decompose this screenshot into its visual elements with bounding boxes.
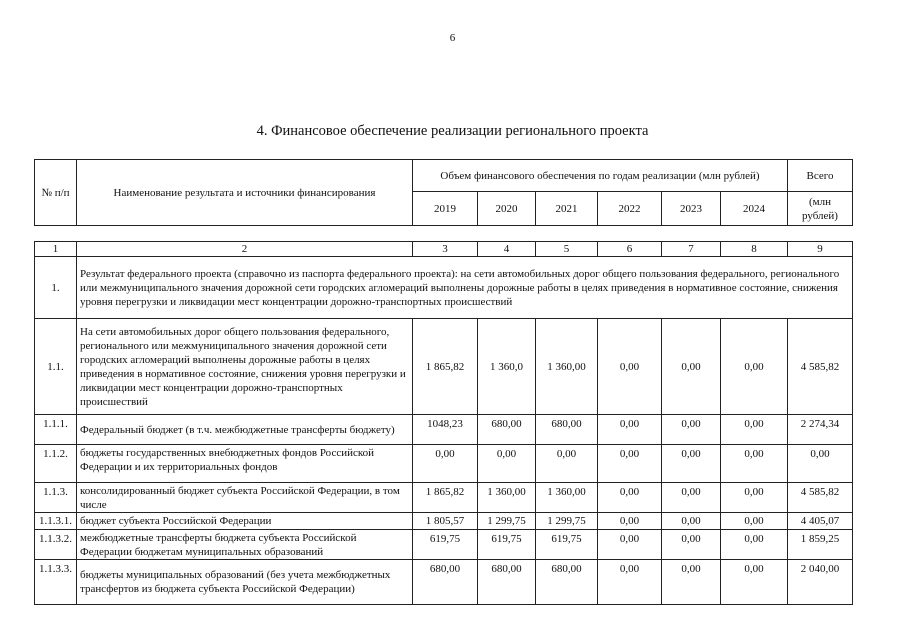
row-number: 1.1.3.1. [35, 513, 77, 530]
value-cell: 0,00 [662, 415, 721, 445]
table-header [34, 159, 853, 226]
value-cell: 1 360,00 [478, 483, 536, 513]
header-year: 2019 [413, 192, 478, 226]
value-cell: 0,00 [721, 560, 788, 605]
value-cell: 619,75 [413, 530, 478, 560]
table-row [35, 530, 853, 560]
value-cell: 619,75 [536, 530, 598, 560]
column-number: 4 [478, 242, 536, 257]
row-name: бюджеты государственных внебюджетных фондов Российской Федерации и их территориальных фондов [77, 445, 413, 483]
column-number: 1 [35, 242, 77, 257]
value-cell: 0,00 [662, 513, 721, 530]
table-row [35, 319, 853, 415]
row-number: 1.1.3.3. [35, 560, 77, 605]
header-no: № п/п [35, 160, 77, 226]
value-cell: 0,00 [478, 445, 536, 483]
value-cell: 680,00 [413, 560, 478, 605]
page-number: 6 [449, 32, 456, 44]
value-cell: 1048,23 [413, 415, 478, 445]
total-cell: 0,00 [788, 445, 853, 483]
total-cell: 4 585,82 [788, 483, 853, 513]
value-cell: 0,00 [721, 445, 788, 483]
value-cell: 0,00 [721, 319, 788, 415]
row-name: бюджет субъекта Российской Федерации [77, 513, 413, 530]
header-name: Наименование результата и источники финансирования [77, 160, 413, 226]
value-cell: 0,00 [536, 445, 598, 483]
value-cell: 0,00 [413, 445, 478, 483]
header-year: 2022 [598, 192, 662, 226]
value-cell: 0,00 [662, 319, 721, 415]
value-cell: 1 805,57 [413, 513, 478, 530]
column-number: 5 [536, 242, 598, 257]
value-cell: 0,00 [598, 530, 662, 560]
column-numbers-row [35, 242, 853, 257]
value-cell: 1 299,75 [478, 513, 536, 530]
value-cell: 0,00 [598, 415, 662, 445]
value-cell: 0,00 [721, 513, 788, 530]
value-cell: 1 865,82 [413, 319, 478, 415]
value-cell: 0,00 [721, 483, 788, 513]
total-cell: 4 585,82 [788, 319, 853, 415]
value-cell: 680,00 [478, 560, 536, 605]
total-cell: 2 040,00 [788, 560, 853, 605]
header-total-unit: (млн рублей) [788, 192, 853, 226]
finance-table [34, 241, 853, 605]
value-cell: 0,00 [598, 483, 662, 513]
row-number: 1.1.1. [35, 415, 77, 445]
row-number: 1.1.3.2. [35, 530, 77, 560]
value-cell: 619,75 [478, 530, 536, 560]
column-number: 6 [598, 242, 662, 257]
total-cell: 2 274,34 [788, 415, 853, 445]
value-cell: 1 360,0 [478, 319, 536, 415]
section-title: 4. Финансовое обеспечение реализации регионального проекта [256, 123, 649, 139]
value-cell: 1 865,82 [413, 483, 478, 513]
value-cell: 1 299,75 [536, 513, 598, 530]
total-cell: 4 405,07 [788, 513, 853, 530]
table-row [35, 445, 853, 483]
header-year: 2020 [478, 192, 536, 226]
table-row [35, 415, 853, 445]
value-cell: 1 360,00 [536, 319, 598, 415]
table-row [35, 483, 853, 513]
result-description: Результат федерального проекта (справочно из паспорта федерального проекта): на сети автомобильных дорог общего пользования федерального, регионального или межмуниципального значения дорожной сети городских агломераций выполнены дорожные работы в целях приведения в нормативное состояние, снижения уровня перегрузки и ликвидации мест концентрации дорожно-транспортных происшествий [77, 257, 853, 319]
value-cell: 680,00 [478, 415, 536, 445]
row-number: 1. [35, 257, 77, 319]
value-cell: 1 360,00 [536, 483, 598, 513]
column-number: 2 [77, 242, 413, 257]
table-row [35, 560, 853, 605]
value-cell: 0,00 [598, 319, 662, 415]
column-number: 3 [413, 242, 478, 257]
header-volume: Объем финансового обеспечения по годам реализации (млн рублей) [413, 160, 788, 192]
value-cell: 680,00 [536, 560, 598, 605]
row-name: межбюджетные трансферты бюджета субъекта Российской Федерации бюджетам муниципальных образований [77, 530, 413, 560]
value-cell: 0,00 [721, 415, 788, 445]
column-number: 7 [662, 242, 721, 257]
value-cell: 0,00 [721, 530, 788, 560]
row-name: консолидированный бюджет субъекта Российской Федерации, в том числе [77, 483, 413, 513]
row-number: 1.1. [35, 319, 77, 415]
header-year: 2023 [662, 192, 721, 226]
column-number: 8 [721, 242, 788, 257]
value-cell: 0,00 [598, 445, 662, 483]
row-name: бюджеты муниципальных образований (без учета межбюджетных трансфертов из бюджета субъекта Российской Федерации) [77, 560, 413, 605]
row-number: 1.1.2. [35, 445, 77, 483]
total-cell: 1 859,25 [788, 530, 853, 560]
column-number: 9 [788, 242, 853, 257]
value-cell: 0,00 [662, 530, 721, 560]
value-cell: 0,00 [662, 445, 721, 483]
table-row [35, 513, 853, 530]
row-name: На сети автомобильных дорог общего пользования федерального, регионального или межмуниципального значения дорожной сети городских агломераций выполнены дорожные работы в целях приведения в нормативное состояние, снижения уровня перегрузки и ликвидации мест концентрации дорожно-транспортных происшествий [77, 319, 413, 415]
header-total: Всего [788, 160, 853, 192]
value-cell: 0,00 [662, 560, 721, 605]
value-cell: 680,00 [536, 415, 598, 445]
result-row [35, 257, 853, 319]
value-cell: 0,00 [598, 560, 662, 605]
row-number: 1.1.3. [35, 483, 77, 513]
value-cell: 0,00 [662, 483, 721, 513]
row-name: Федеральный бюджет (в т.ч. межбюджетные трансферты бюджету) [77, 415, 413, 445]
header-year: 2024 [721, 192, 788, 226]
value-cell: 0,00 [598, 513, 662, 530]
header-year: 2021 [536, 192, 598, 226]
